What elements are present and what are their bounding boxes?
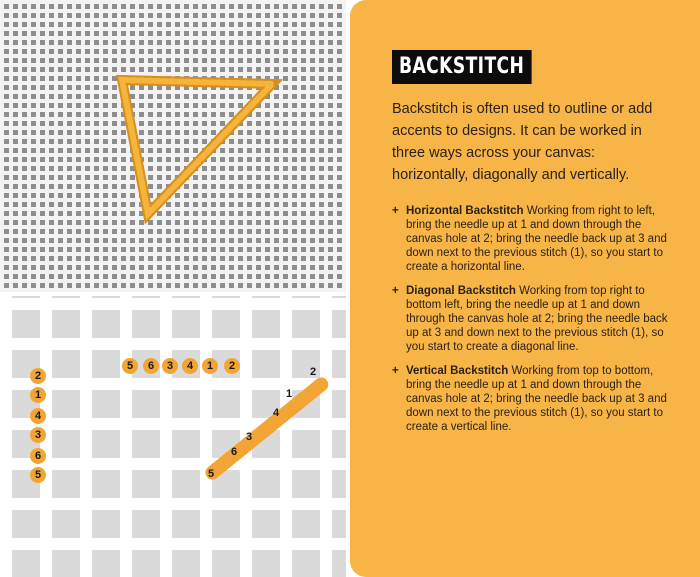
stitch-label: 3 [162,358,178,374]
stitch-label: 3 [30,427,46,443]
yarn-triangle [0,0,346,292]
plus-icon: + [392,205,399,217]
item-heading: Vertical Backstitch [406,365,509,377]
stitch-label: 6 [143,358,159,374]
stitch-label: 5 [207,468,215,480]
stitch-method-list [392,204,670,434]
plus-icon: + [392,365,399,377]
stitch-label: 6 [230,446,238,458]
stitch-label: 2 [30,368,46,384]
stitch-diagram [0,296,346,577]
stitch-label: 2 [224,358,240,374]
info-panel [350,0,700,577]
stitch-label: 1 [285,388,293,400]
stitch-label: 4 [30,408,46,424]
list-item [392,284,670,354]
stitch-label: 6 [30,448,46,464]
stitch-label: 5 [122,358,138,374]
stitch-label: 2 [309,366,317,378]
canvas-photo [0,0,346,292]
item-body: Working from top to bottom, bring the needle up at 1 and down through the canvas hole at 2; bring the needle back up at 3 and down next to the previous stitch (1), so you start to create a vertical line. [406,365,667,433]
item-body: Working from top right to bottom left, bring the needle up at 1 and down through the canvas hole at 2; bring the needle back up at 3 and down next to the previous stitch (1), so you start to create a diagonal line. [406,285,668,353]
stitch-label: 3 [245,431,253,443]
plus-icon: + [392,285,399,297]
stitch-label: 4 [182,358,198,374]
stitch-label: 5 [30,467,46,483]
stitch-label: 1 [202,358,218,374]
item-body: Working from right to left, bring the needle up at 1 and down through the canvas hole at 2; bring the needle back up at 3 and down next to the previous stitch (1), so you start to create a horizontal line. [406,205,667,273]
item-heading: Horizontal Backstitch [406,205,524,217]
list-item [392,204,670,274]
stitch-label: 4 [272,407,280,419]
page-title: BACKSTITCH [392,50,531,84]
item-heading: Diagonal Backstitch [406,285,516,297]
intro-text: Backstitch is often used to outline or add accents to designs. It can be worked in three ways across your canvas: horizontally, diagonally and vertically. [392,101,653,183]
canvas-grid [0,296,346,577]
stitch-label: 1 [30,387,46,403]
list-item [392,364,670,434]
